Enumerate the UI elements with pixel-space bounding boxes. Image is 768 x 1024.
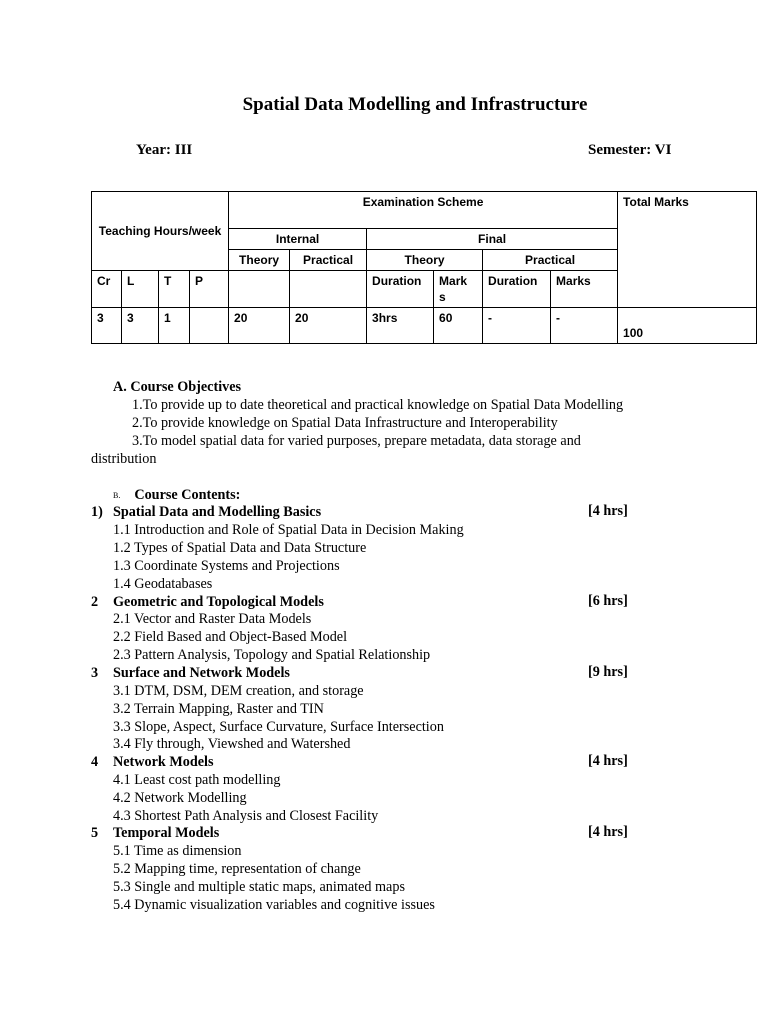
- internal-practical-header: Practical: [290, 250, 367, 271]
- empty-cell: [290, 271, 367, 308]
- contents-heading: [113, 486, 240, 505]
- unit-hours: [6 hrs]: [588, 593, 628, 609]
- unit-title: Network Models: [113, 754, 214, 770]
- unit-number: 3: [91, 665, 99, 681]
- topic-item: 3.2 Terrain Mapping, Raster and TIN: [113, 701, 324, 717]
- contents-marker: B.: [113, 490, 121, 500]
- year-label: Year: III: [136, 142, 193, 158]
- semester-label: Semester: VI: [588, 142, 672, 158]
- topic-item: 5.4 Dynamic visualization variables and cognitive issues: [113, 897, 435, 913]
- t-header: T: [159, 271, 190, 308]
- unit-title: Geometric and Topological Models: [113, 594, 324, 610]
- final-practical-header: Practical: [483, 250, 618, 271]
- unit-number: 2: [91, 594, 99, 610]
- internal-header: Internal: [229, 229, 367, 250]
- unit-title: Spatial Data and Modelling Basics: [113, 504, 322, 520]
- p-value: [190, 308, 229, 344]
- topic-item: 1.4 Geodatabases: [113, 576, 213, 592]
- final-duration-value: 3hrs: [367, 308, 434, 344]
- topic-item: 1.2 Types of Spatial Data and Data Structure: [113, 540, 367, 556]
- unit-title: Surface and Network Models: [113, 665, 290, 681]
- unit-number: 1): [91, 504, 103, 520]
- practical-marks-header: Marks: [551, 271, 618, 308]
- topic-item: 1.3 Coordinate Systems and Projections: [113, 558, 340, 574]
- marks-header: Mark s: [434, 271, 483, 308]
- internal-theory-header: Theory: [229, 250, 290, 271]
- objective-item-continuation: distribution: [91, 451, 157, 467]
- teaching-hours-header: Teaching Hours/week: [92, 192, 229, 271]
- t-value: 1: [159, 308, 190, 344]
- document-title: Spatial Data Modelling and Infrastructure: [242, 94, 588, 115]
- topic-item: 4.2 Network Modelling: [113, 790, 247, 806]
- topic-item: 3.1 DTM, DSM, DEM creation, and storage: [113, 683, 364, 699]
- objective-item: 3.To model spatial data for varied purposes, prepare metadata, data storage and: [132, 433, 581, 449]
- internal-theory-value: 20: [229, 308, 290, 344]
- practical-duration-value: -: [483, 308, 551, 344]
- final-marks-value: 60: [434, 308, 483, 344]
- objectives-heading: A. Course Objectives: [113, 379, 242, 395]
- unit-number: 5: [91, 825, 99, 841]
- topic-item: 4.3 Shortest Path Analysis and Closest Facility: [113, 808, 379, 824]
- objective-item: 1.To provide up to date theoretical and practical knowledge on Spatial Data Modelling: [132, 397, 624, 413]
- examination-scheme-table: [91, 191, 757, 344]
- topic-item: 2.1 Vector and Raster Data Models: [113, 611, 312, 627]
- final-header: Final: [367, 229, 618, 250]
- unit-hours: [4 hrs]: [588, 824, 628, 840]
- practical-duration-header: Duration: [483, 271, 551, 308]
- topic-item: 4.1 Least cost path modelling: [113, 772, 281, 788]
- unit-hours: [4 hrs]: [588, 503, 628, 519]
- cr-header: Cr: [92, 271, 122, 308]
- empty-cell: [229, 271, 290, 308]
- final-theory-header: Theory: [367, 250, 483, 271]
- topic-item: 3.4 Fly through, Viewshed and Watershed: [113, 736, 351, 752]
- topic-item: 2.3 Pattern Analysis, Topology and Spatial Relationship: [113, 647, 431, 663]
- unit-title: Temporal Models: [113, 825, 220, 841]
- topic-item: 1.1 Introduction and Role of Spatial Data in Decision Making: [113, 522, 464, 538]
- contents-heading-text: Course Contents:: [134, 487, 241, 503]
- l-value: 3: [122, 308, 159, 344]
- duration-header: Duration: [367, 271, 434, 308]
- l-header: L: [122, 271, 159, 308]
- total-marks-value: 100: [618, 308, 757, 344]
- topic-item: 5.1 Time as dimension: [113, 843, 242, 859]
- topic-item: 2.2 Field Based and Object-Based Model: [113, 629, 348, 645]
- objective-item: 2.To provide knowledge on Spatial Data Infrastructure and Interoperability: [132, 415, 558, 431]
- unit-number: 4: [91, 754, 99, 770]
- p-header: P: [190, 271, 229, 308]
- total-marks-header: Total Marks: [618, 192, 757, 308]
- examination-scheme-header: Examination Scheme: [229, 192, 618, 229]
- cr-value: 3: [92, 308, 122, 344]
- topic-item: 5.2 Mapping time, representation of change: [113, 861, 361, 877]
- unit-hours: [4 hrs]: [588, 753, 628, 769]
- internal-practical-value: 20: [290, 308, 367, 344]
- unit-hours: [9 hrs]: [588, 664, 628, 680]
- topic-item: 5.3 Single and multiple static maps, animated maps: [113, 879, 405, 895]
- topic-item: 3.3 Slope, Aspect, Surface Curvature, Surface Intersection: [113, 719, 444, 735]
- practical-marks-value: -: [551, 308, 618, 344]
